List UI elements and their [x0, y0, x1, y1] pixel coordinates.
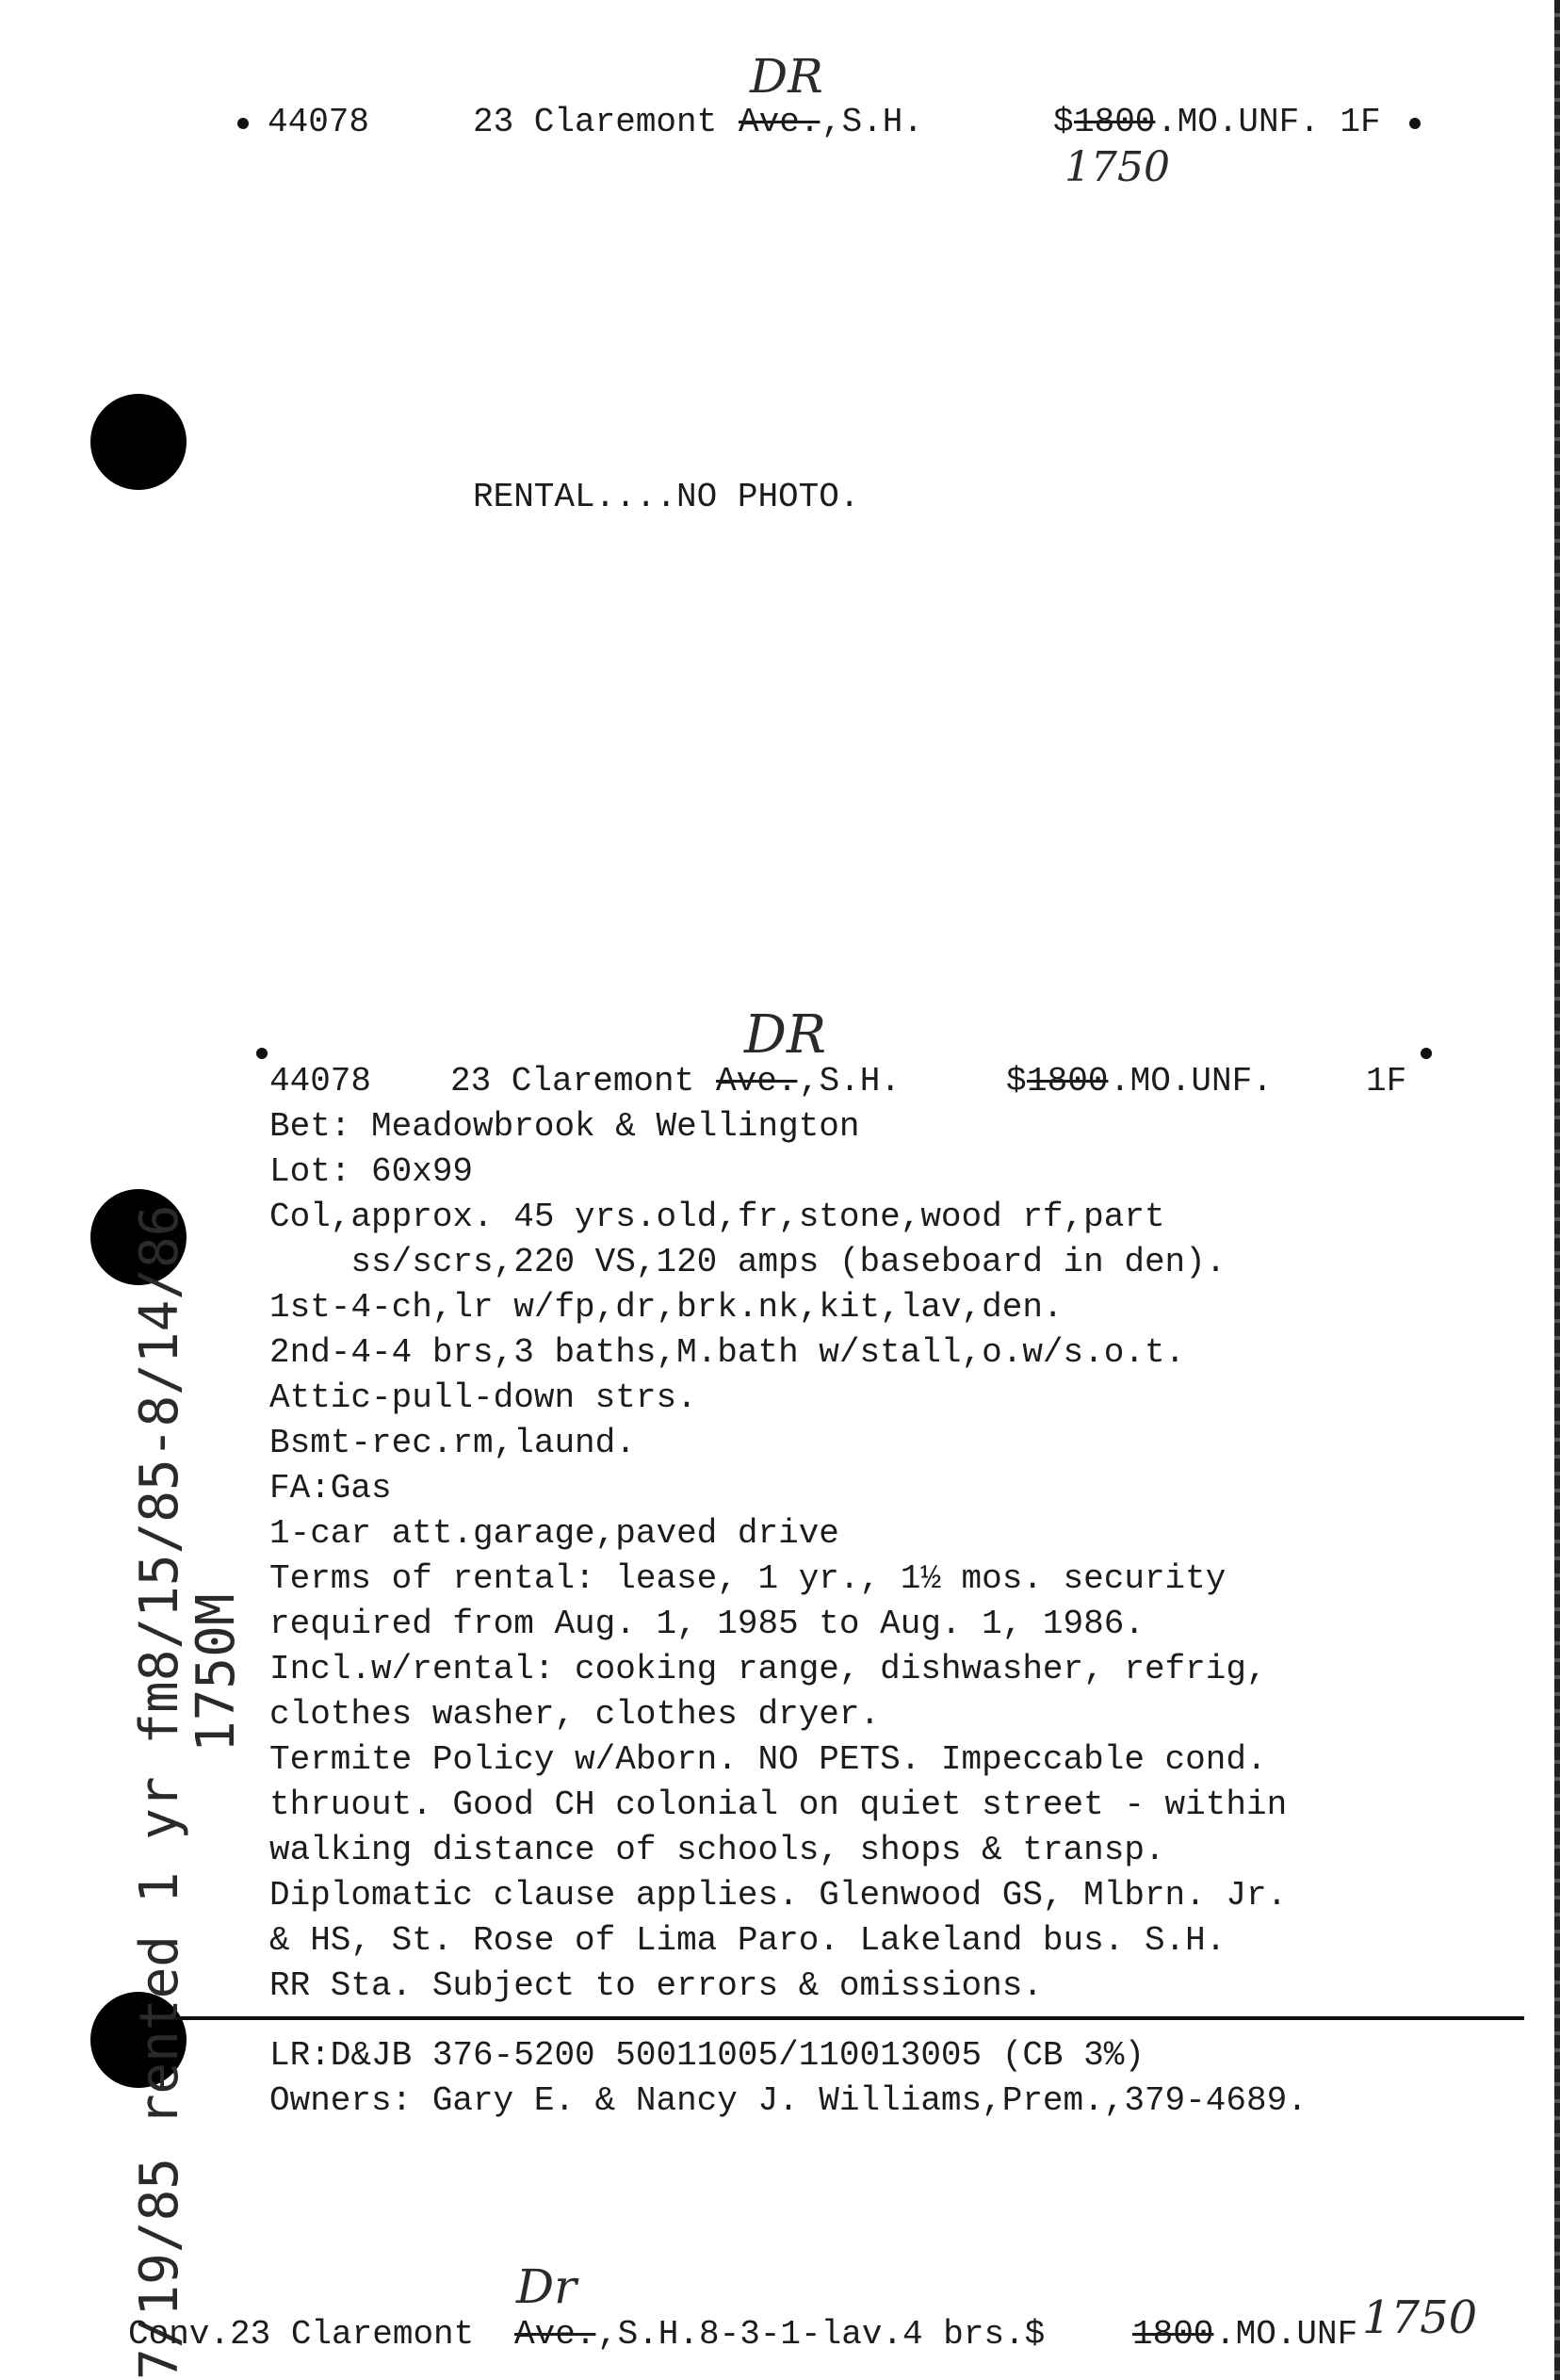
top-address-suffix-handwritten: DR [750, 49, 823, 104]
separator-line [168, 2016, 1524, 2020]
top-address-suffix-struck: Ave. [739, 103, 821, 141]
detail-line: Col,approx. 45 yrs.old,fr,stone,wood rf,part [269, 1198, 1165, 1236]
top-rent-handwritten: 1750 [1064, 143, 1170, 191]
detail-line: 1st-4-ch,lr w/fp,dr,brk.nk,kit,lav,den. [269, 1288, 1064, 1327]
detail-line: FA:Gas [269, 1469, 392, 1508]
main-address-town: ,S.H. [799, 1062, 902, 1100]
main-rent-struck: 1800 [1027, 1062, 1109, 1100]
bottom-strip-prefix: Conv.23 Claremont [128, 2315, 475, 2354]
punch-hole [90, 394, 187, 490]
bottom-strip-rent-handwritten: 1750 [1362, 2291, 1478, 2344]
detail-line: Diplomatic clause applies. Glenwood GS, Mlbrn. Jr. [269, 1876, 1288, 1915]
detail-line: clothes washer, clothes dryer. [269, 1695, 881, 1734]
owners-line: Owners: Gary E. & Nancy J. Williams,Prem.,379-4689. [269, 2081, 1308, 2120]
top-rent-suffix: .MO.UNF. 1F [1157, 103, 1381, 141]
handwritten-rental-note: 7/19/85 rented 1 yr fm8/15/85-8/14/86 [129, 1204, 190, 2380]
bottom-strip-rent-struck: 1800 [1132, 2315, 1214, 2354]
bottom-strip-suffix-struck: Ave. [514, 2315, 596, 2354]
top-rent-struck: 1800 [1074, 103, 1156, 141]
bottom-strip-suffix-handwritten: Dr [516, 2259, 577, 2314]
detail-line: 2nd-4-4 brs,3 baths,M.bath w/stall,o.w/s.o.t. [269, 1333, 1186, 1372]
top-rent-prefix: $ [1053, 103, 1074, 141]
handwritten-rent-note: 1750M [186, 1593, 247, 1752]
detail-line: walking distance of schools, shops & transp. [269, 1831, 1165, 1869]
main-address-suffix-struck: Ave. [716, 1062, 798, 1100]
perforated-edge [1554, 0, 1560, 2380]
detail-line: thruout. Good CH colonial on quiet street - within [269, 1785, 1288, 1824]
detail-line: 1-car att.garage,paved drive [269, 1514, 839, 1553]
detail-line: Bet: Meadowbrook & Wellington [269, 1107, 860, 1146]
bullet-dot [1421, 1048, 1432, 1059]
listing-broker: LR:D&JB 376-5200 50011005/110013005 (CB 3%) [269, 2036, 1145, 2075]
detail-line: ss/scrs,220 VS,120 amps (baseboard in den). [269, 1243, 1227, 1281]
detail-line: required from Aug. 1, 1985 to Aug. 1, 1986. [269, 1605, 1145, 1643]
bullet-dot [256, 1048, 268, 1059]
detail-line: Termite Policy w/Aborn. NO PETS. Impeccable cond. [269, 1740, 1267, 1779]
detail-line: Terms of rental: lease, 1 yr., 1½ mos. security [269, 1559, 1227, 1598]
bottom-strip-details: ,S.H.8-3-1-lav.4 brs.$ [597, 2315, 1046, 2354]
main-address-street: 23 Claremont [450, 1062, 695, 1100]
top-address-town: ,S.H. [821, 103, 924, 141]
no-photo-label: RENTAL....NO PHOTO. [473, 478, 860, 516]
top-listing-number: 44078 [268, 103, 370, 141]
main-address-suffix-handwritten: DR [744, 1004, 827, 1066]
bottom-strip-rent-suffix: .MO.UNF [1215, 2315, 1358, 2354]
detail-line: Lot: 60x99 [269, 1152, 474, 1191]
detail-line: Attic-pull-down strs. [269, 1378, 697, 1417]
bullet-dot [237, 118, 249, 129]
detail-line: Incl.w/rental: cooking range, dishwasher, refrig, [269, 1650, 1267, 1688]
main-floor: 1F [1366, 1062, 1407, 1100]
main-listing-number: 44078 [269, 1062, 372, 1100]
listing-details [269, 1104, 1287, 2009]
main-rent-prefix: $ [1006, 1062, 1027, 1100]
detail-line: RR Sta. Subject to errors & omissions. [269, 1966, 1043, 2005]
detail-line: & HS, St. Rose of Lima Paro. Lakeland bus. S.H. [269, 1921, 1227, 1960]
bullet-dot [1409, 118, 1421, 129]
main-rent-suffix: .MO.UNF. [1110, 1062, 1273, 1100]
detail-line: Bsmt-rec.rm,laund. [269, 1424, 636, 1462]
top-address-street: 23 Claremont [473, 103, 718, 141]
